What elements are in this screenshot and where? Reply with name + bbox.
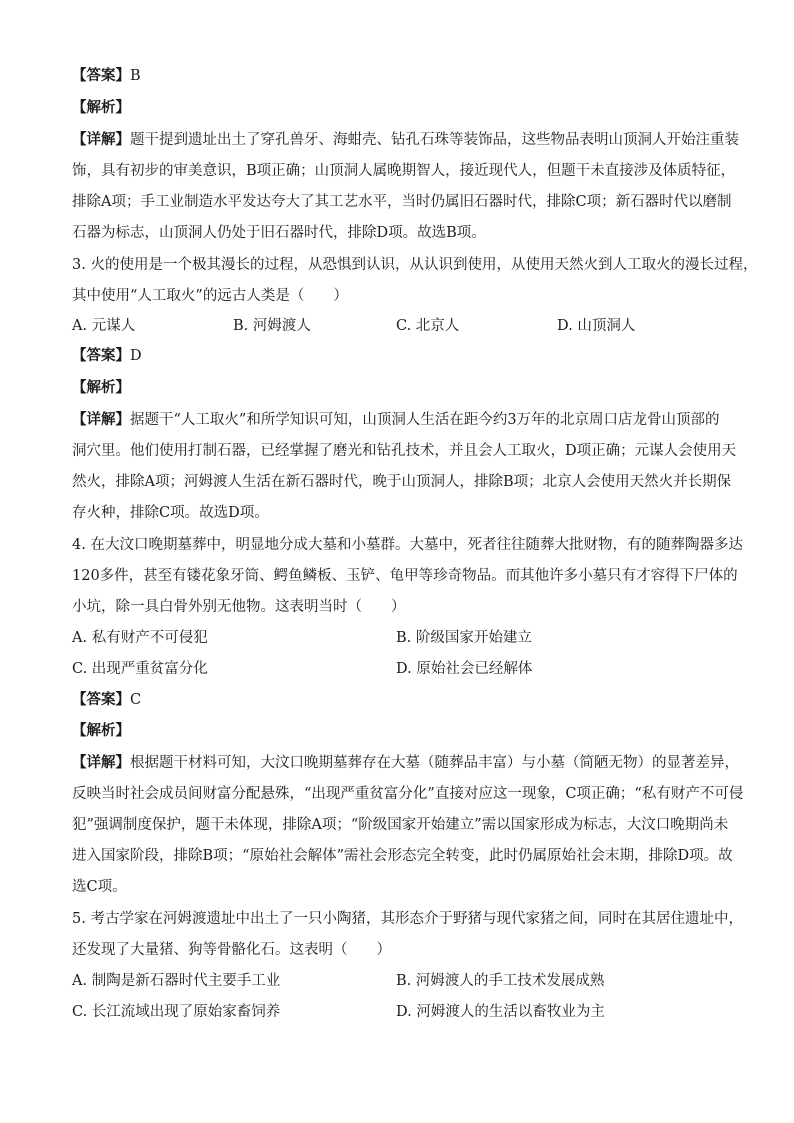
option-d: D. 山顶洞人 [557, 318, 636, 334]
detail-line [72, 410, 720, 430]
detail-text: 洞穴里。他们使用打制石器，已经掌握了磨光和钻孔技术，并且会人工取火，D项正确；元谋人会使用天 [72, 443, 737, 459]
question-5-stem: 还发现了大量猪、狗等骨骼化石。这表明（ ） [72, 942, 391, 958]
detail-text: 犯”强调制度保护，题干未体现，排除A项；“阶级国家开始建立”需以国家形成为标志，大汶口晚期尚未 [72, 817, 729, 833]
detail-text: 饰，具有初步的审美意识，B项正确；山顶洞人属晚期智人，接近现代人，但题干未直接涉及体质特征， [72, 163, 736, 179]
detail-text: 进入国家阶段，排除B项；“原始社会解体”需社会形态完全转变，此时仍属原始社会末期，排除D项。故 [72, 848, 733, 864]
analysis-label: 【解析】 [72, 379, 130, 396]
analysis-label: 【解析】 [72, 99, 130, 116]
answer-line [72, 66, 141, 86]
question-3-stem: 3. 火的使用是一个极其漫长的过程，从恐惧到认识，从认识到使用，从使用天然火到人工取火的漫长过程， [72, 257, 758, 273]
detail-label: 【详解】 [72, 411, 130, 428]
detail-label: 【详解】 [72, 754, 130, 771]
question-4-stem: 小坑，除一具白骨外别无他物。这表明当时（ ） [72, 599, 406, 615]
answer-line [72, 690, 141, 710]
answer-label: 【答案】 [72, 691, 130, 708]
answer-value: C [130, 692, 142, 708]
detail-text: 石器为标志，山顶洞人仍处于旧石器时代，排除D项。故选B项。 [72, 225, 486, 241]
detail-text: 存火种，排除C项。故选D项。 [72, 505, 269, 521]
option-d: D. 河姆渡人的生活以畜牧业为主 [396, 1004, 605, 1020]
answer-line [72, 346, 142, 366]
detail-text: 然火，排除A项；河姆渡人生活在新石器时代，晚于山顶洞人，排除B项；北京人会使用天然火并长期保 [72, 474, 732, 490]
detail-text: 选C项。 [72, 879, 127, 895]
answer-label: 【答案】 [72, 67, 130, 84]
question-4-stem: 120多件，甚至有镂花象牙筒、鳄鱼鳞板、玉铲、龟甲等珍奇物品。而其他许多小墓只有才容得下尸体的 [72, 568, 738, 584]
detail-text: 题干提到遗址出土了穿孔兽牙、海蚶壳、钻孔石珠等装饰品，这些物品表明山顶洞人开始注重装 [130, 132, 739, 148]
option-a: A. 元谋人 [72, 318, 136, 334]
option-c: C. 北京人 [396, 318, 460, 334]
option-a: A. 私有财产不可侵犯 [72, 630, 208, 646]
option-c: C. 长江流域出现了原始家畜饲养 [72, 1004, 281, 1020]
option-b: B. 阶级国家开始建立 [396, 630, 532, 646]
question-5-stem: 5. 考古学家在河姆渡遗址中出土了一只小陶猪，其形态介于野猪与现代家猪之间，同时在其居住遗址中， [72, 911, 743, 927]
option-b: B. 河姆渡人的手工技术发展成熟 [396, 973, 605, 989]
option-b: B. 河姆渡人 [233, 318, 311, 334]
detail-line [72, 753, 739, 773]
detail-text: 据题干“人工取火”和所学知识可知，山顶洞人生活在距今约3万年的北京周口店龙骨山顶部的 [130, 412, 720, 428]
answer-value: B [130, 68, 141, 84]
detail-line [72, 130, 739, 150]
answer-value: D [130, 348, 142, 364]
detail-label: 【详解】 [72, 131, 130, 148]
option-d: D. 原始社会已经解体 [396, 661, 533, 677]
option-c: C. 出现严重贫富分化 [72, 661, 208, 677]
answer-label: 【答案】 [72, 347, 130, 364]
detail-text: 排除A项；手工业制造水平发达夸大了其工艺水平，当时仍属旧石器时代，排除C项；新石器时代以磨制 [72, 194, 732, 210]
option-a: A. 制陶是新石器时代主要手工业 [72, 973, 281, 989]
detail-text: 反映当时社会成员间财富分配悬殊，“出现严重贫富分化”直接对应这一现象，C项正确；“私有财产不可侵 [72, 786, 744, 802]
detail-text: 根据题干材料可知，大汶口晚期墓葬存在大墓（随葬品丰富）与小墓（简陋无物）的显著差异， [130, 755, 739, 771]
question-3-stem: 其中使用“人工取火”的远古人类是（ ） [72, 288, 348, 304]
question-4-stem: 4. 在大汶口晚期墓葬中，明显地分成大墓和小墓群。大墓中，死者往往随葬大批财物，有的随葬陶器多达 [72, 537, 743, 553]
analysis-label: 【解析】 [72, 722, 130, 739]
